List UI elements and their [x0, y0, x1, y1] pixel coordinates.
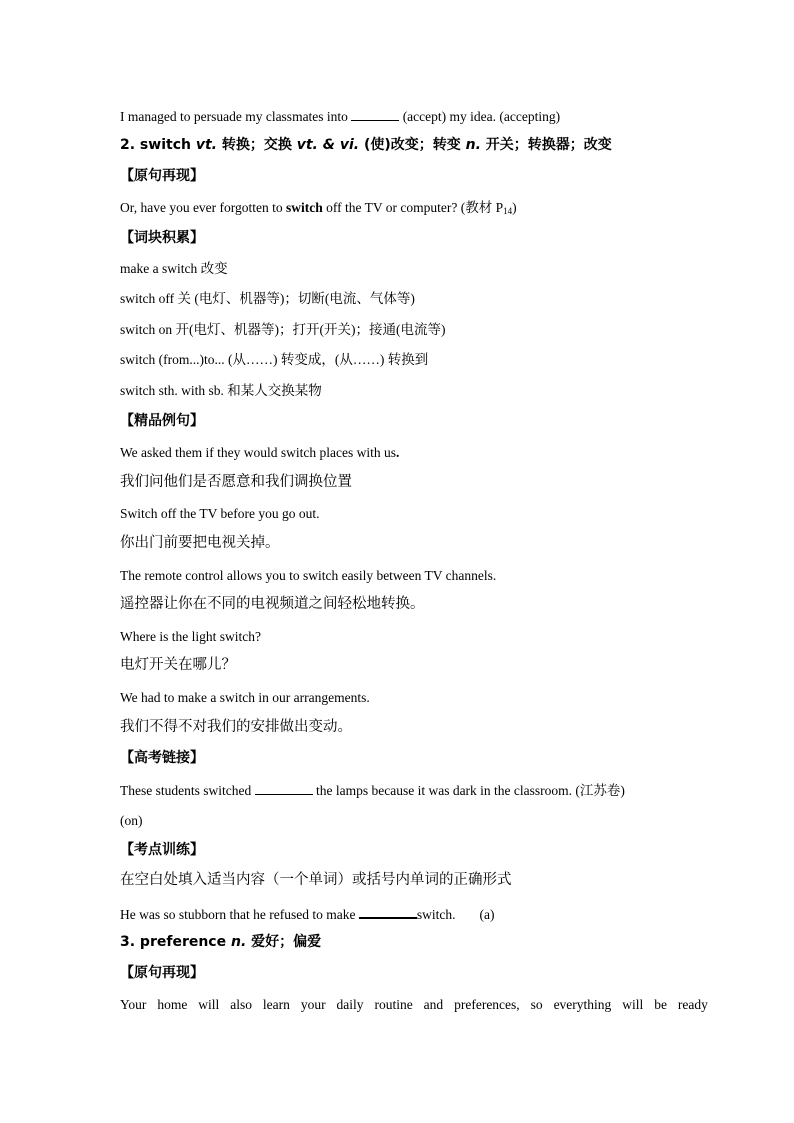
example-zh: 我们不得不对我们的安排做出变动。 — [120, 719, 352, 735]
definition: 转换；交换 — [216, 137, 297, 153]
sentence-text: (accept) my idea. (accepting) — [399, 109, 561, 124]
example-en: Switch off the TV before you go out. — [120, 506, 320, 521]
practice-sentence — [120, 906, 494, 922]
word: learn — [262, 997, 290, 1012]
keyword: switch — [286, 200, 323, 215]
sentence-text: the lamps because it was dark in the classroom. (江苏卷) — [312, 783, 625, 798]
definition: (使)改变；转变 — [359, 137, 466, 153]
sentence-persuade — [120, 109, 560, 124]
section-heading-gaokao: 【高考链接】 — [120, 750, 204, 766]
section-heading-examples: 【精品例句】 — [120, 413, 204, 429]
page-subscript: 14 — [503, 206, 513, 216]
sentence-text: off the TV or computer? (教材 P — [322, 200, 504, 215]
phrase-item: switch on 开(电灯、机器等)；打开(开关)；接通(电流等) — [120, 322, 446, 337]
entry-number: 3. preference — [120, 934, 231, 950]
section-heading-original: 【原句再现】 — [120, 168, 204, 184]
fill-blank[interactable] — [351, 109, 399, 121]
word: be — [654, 997, 667, 1012]
example-en: Where is the light switch? — [120, 629, 261, 644]
fill-blank[interactable] — [359, 906, 417, 919]
sentence-text: He was so stubborn that he refused to make — [120, 907, 359, 922]
word: will — [622, 997, 644, 1012]
section-heading-practice: 【考点训练】 — [120, 842, 204, 858]
part-of-speech: vt. & vi. — [296, 137, 360, 153]
entry-heading-switch — [120, 138, 612, 152]
example-zh: 遥控器让你在不同的电视频道之间轻松地转换。 — [120, 596, 425, 612]
example-en: The remote control allows you to switch easily between TV channels. — [120, 568, 497, 583]
example-en: We had to make a switch in our arrangements. — [120, 690, 370, 705]
example-text: We asked them if they would switch places with us — [120, 445, 396, 460]
section-heading-original-2: 【原句再现】 — [120, 965, 204, 981]
example-zh: 你出门前要把电视关掉。 — [120, 535, 280, 551]
sentence-text: switch. — [416, 907, 456, 922]
part-of-speech: vt. — [195, 137, 217, 153]
example-en — [120, 446, 399, 460]
word: preferences, — [454, 997, 520, 1012]
definition: 爱好；偏爱 — [246, 934, 322, 950]
gaokao-answer: (on) — [120, 813, 143, 828]
phrase-item: switch off 关 (电灯、机器等)；切断(电流、气体等) — [120, 291, 415, 306]
word: ready — [677, 997, 708, 1012]
justified-sentence — [120, 998, 708, 1012]
example-zh: 电灯开关在哪儿？ — [120, 657, 236, 673]
word: daily — [336, 997, 364, 1012]
word: your — [300, 997, 326, 1012]
part-of-speech: n. — [465, 137, 481, 153]
word: routine — [374, 997, 413, 1012]
phrase-item: make a switch 改变 — [120, 261, 228, 276]
section-heading-phrases: 【词块积累】 — [120, 230, 204, 246]
word: home — [157, 997, 188, 1012]
practice-answer: (a) — [479, 907, 495, 922]
phrase-item: switch sth. with sb. 和某人交换某物 — [120, 383, 322, 398]
entry-heading-preference — [120, 935, 321, 949]
sentence-text: ) — [512, 200, 517, 215]
gaokao-sentence — [120, 783, 625, 798]
sentence-text: Or, have you ever forgotten to — [120, 200, 287, 215]
word: everything — [553, 997, 612, 1012]
word: will — [198, 997, 220, 1012]
example-zh: 我们问他们是否愿意和我们调换位置 — [120, 474, 352, 490]
word: also — [230, 997, 252, 1012]
entry-number: 2. switch — [120, 137, 196, 153]
word: Your — [120, 997, 147, 1012]
practice-instruction: 在空白处填入适当内容（一个单词）或括号内单词的正确形式 — [120, 872, 512, 888]
word: and — [423, 997, 444, 1012]
phrase-item: switch (from...)to... (从……) 转变成，(从……) 转换到 — [120, 352, 429, 367]
word: so — [530, 997, 543, 1012]
part-of-speech: n. — [230, 934, 247, 950]
original-sentence — [120, 201, 517, 216]
fill-blank[interactable] — [255, 783, 313, 795]
definition: 开关；转换器；改变 — [480, 137, 612, 153]
sentence-text: These students switched — [120, 783, 255, 798]
example-period: . — [395, 445, 400, 460]
sentence-text: I managed to persuade my classmates into — [120, 109, 352, 124]
